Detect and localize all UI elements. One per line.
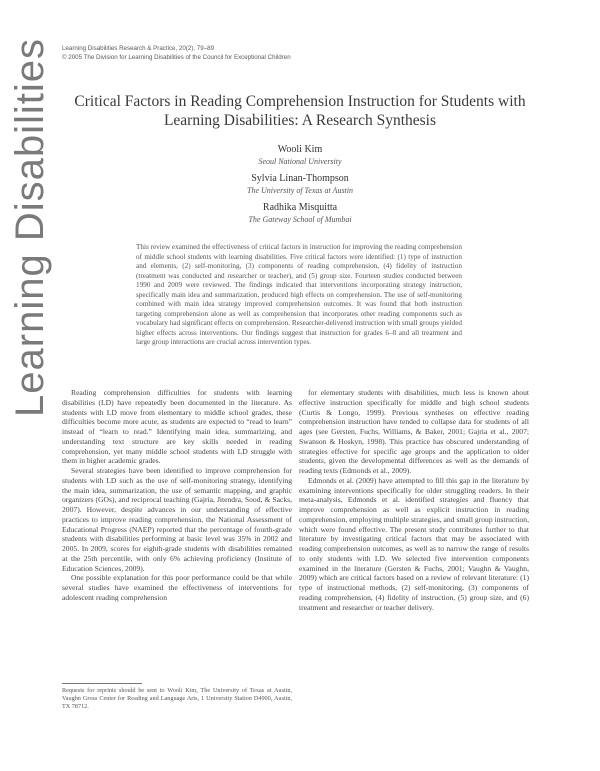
body-paragraph: Edmonds et al. (2009) have attempted to fill this gap in the literature by examining interventions specifically for older struggling readers. In their meta-analysis, Edmonds et al. identified strategies and fluency that improve comprehension as well as explicit instruction in reading comprehension, employing multiple strategies, and small group instruction, which were found effective. The present study contributes further to that literature by investigating critical factors that may be associated with reading comprehension outcomes, as well as to narrow the range of results to only students with LD. We selected five intervention components examined in the literature (Gersten & Fuchs, 2001; Vaughn & Vaughn, 2009) which are critical factors based on a review of relevant literature: (1) type of instructional methods, (2) self-monitoring, (3) components of reading comprehension, (4) fidelity of instruction, (5) group size, and (6) treatment and researcher or teacher delivery. [299,475,529,612]
author-block [62,201,538,225]
author-affiliation: The University of Texas at Austin [247,186,353,195]
body-paragraph: Several strategies have been identified to improve comprehension for students with LD such as the use of self-monitoring strategy, identifying the main idea, summarization, the use of semantic mapping, and graphic organizers (GOs), and reciprocal teaching (Gajria, Jitendra, Sood, & Sacks, 2007). However, despite advances in our understanding of effective practices to improve reading comprehension, the National Assessment of Educational Progress (NAEP) reported that the percentage of fourth-grade students with disabilities performing at basic level was 35% in 2002 and 2005. In 2009, scores for eighth-grade students with disabilities remained at the 25th percentile, with only 6% achieving proficiency (Institute of Education Sciences, 2009). [62,466,292,573]
author-name: Sylvia Linan-Thompson [251,173,349,184]
footnote-divider [62,683,142,684]
article-title: Critical Factors in Reading Comprehension Instruction for Students with Learning Disabilities: A Research Synthesis [74,93,526,129]
author-affiliation: The Gateway School of Mumbai [248,215,352,224]
body-column-right [299,388,529,612]
body-paragraph: Reading comprehension difficulties for students with learning disabilities (LD) have repeatedly been documented in the literature. As students with LD move from elementary to middle school grades, these difficulties become more acute, as students are expected to “read to learn” instead of “learn to read.” Identifying main idea, summarizing, and understanding text structure are key skills needed in reading comprehension, yet many middle school students with LD struggle with them in higher academic grades. [62,388,292,466]
author-name: Radhika Misquitta [262,202,338,213]
masthead-citation: Learning Disabilities Research & Practice, 20(2), 79–89 [62,45,215,52]
body-column-left [62,388,292,603]
author-block [62,143,538,167]
author-affiliation: Seoul National University [258,157,342,166]
masthead-copyright: © 2005 The Division for Learning Disabilities of the Council for Exceptional Children [62,53,291,61]
body-paragraph: for elementary students with disabilities, much less is known about effective instruction specifically for middle and high school students (Curtis & Longo, 1999). Previous syntheses on effective reading comprehension instruction have tended to collapse data for students of all ages (see Gersten, Fuchs, Williams, & Baker, 2001; Gajria et al., 2007; Swanson & Hoskyn, 1998). This practice has obscured understanding of strategies effective for specific age groups and the application to older students, given the developmental differences as well as the demands of reading texts (Edmonds et al., 2009). [299,388,529,475]
author-block [62,172,538,196]
footnote: Requests for reprints should be sent to Wooli Kim, The University of Texas at Austin, Vaughn Gross Center for Reading and Language Arts, 1 University Station D4900, Austin, TX 78712. [62,687,292,710]
body-paragraph: One possible explanation for this poor performance could be that while several studies have examined the effectiveness of interventions for adolescent reading comprehension [62,573,292,602]
journal-sidebar-text: Learning Disabilities [8,38,52,417]
author-name: Wooli Kim [277,144,323,155]
abstract: This review examined the effectiveness of critical factors in instruction for improving the reading comprehension of middle school students with learning disabilities. Five critical factors were identified: (1) type of instruction and elements, (2) self-monitoring, (3) components of reading comprehension, (4) fidelity of instruction (treatment was conducted and researcher or teacher), and (5) group size. Fourteen studies conducted between 1990 and 2009 were reviewed. The findings indicated that interventions incorporating strategy instruction, specifically main idea and summarization, produced high effects on comprehension. The use of self-monitoring combined with main idea strategy improved comprehension outcomes. It was found that both instruction targeting comprehension alone as well as comprehension that incorporates other reading components such as vocabulary had significant effects on comprehension. Researcher-delivered instruction with small groups yielded higher effects across interventions. Our findings suggest that instruction for grades 6–8 and all treatment and large group interactions are crucial across intervention types. [136,243,462,347]
journal-sidebar [8,38,52,738]
author-list [62,143,538,230]
journal-masthead [62,45,392,62]
